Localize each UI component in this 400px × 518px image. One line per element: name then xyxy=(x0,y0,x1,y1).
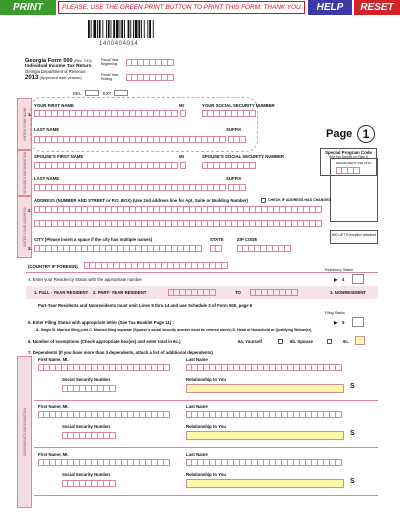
to-label: TO xyxy=(235,290,241,295)
dept-use-box xyxy=(330,158,378,222)
residency-opt-full: 1. FULL - YEAR RESIDENT xyxy=(34,290,89,295)
fiscal-end-label: Fiscal Year Ending xyxy=(101,73,119,82)
char-box[interactable] xyxy=(220,136,226,143)
residency-line: 4. Enter your Residency Status with the appropriate number xyxy=(28,277,142,282)
barcode-bar xyxy=(99,20,101,38)
residency-status-number: 4 xyxy=(342,277,345,282)
residency-status-input[interactable] xyxy=(352,274,364,284)
first-name-label: YOUR FIRST NAME xyxy=(34,103,74,108)
last-name-label: LAST NAME xyxy=(34,127,60,132)
char-box[interactable] xyxy=(222,262,228,269)
city-input[interactable] xyxy=(34,245,202,252)
char-box[interactable] xyxy=(164,411,170,418)
residency-note: Part-Year Residents and Nonresidents must omit Lines 9 thru 14 and use Schedule 3 of Form 500, page 6 xyxy=(38,303,253,308)
dependent-ssn-label: Social Security Number xyxy=(62,377,111,382)
dependent-s-label: S xyxy=(350,430,355,437)
barcode-bar xyxy=(128,20,130,38)
country-label: (COUNTRY IF FOREIGN) xyxy=(28,264,78,269)
address-line2-input[interactable] xyxy=(34,220,322,227)
barcode xyxy=(88,20,158,38)
dependent-divider xyxy=(34,447,378,448)
dependent-ssn-label: Social Security Number xyxy=(62,424,111,429)
residency-status-label: Residency Status xyxy=(325,268,353,272)
dependents-line: 7. Dependents (If you have more than 3 dependents, attach a list of additional dependents) xyxy=(28,350,213,355)
barcode-bar xyxy=(91,20,92,38)
char-box[interactable] xyxy=(292,289,298,296)
barcode-bar xyxy=(102,20,103,38)
barcode-bar xyxy=(120,20,121,38)
uet-exemption-box xyxy=(330,230,378,244)
dependent-first-input[interactable] xyxy=(38,364,170,371)
special-program-subtitle: See Tax Booklet on Page 8 xyxy=(329,155,368,159)
spouse-mi-label: MI xyxy=(179,154,184,159)
dependent-first-label: First Name, MI. xyxy=(38,452,69,457)
spouse-first-input[interactable] xyxy=(34,162,178,169)
residency-status-arrow: ▶ xyxy=(334,277,338,282)
dependent-relationship-label: Relationship to You xyxy=(186,377,226,382)
ext-label: EXT xyxy=(103,91,112,96)
residency-opt-non: 3. NONRESIDENT xyxy=(330,290,367,295)
exemption-a-checkbox[interactable] xyxy=(278,339,283,344)
barcode-bar xyxy=(153,20,154,38)
barcode-bar xyxy=(88,20,90,38)
dept-use-label: DEPARTMENT USE ONLY xyxy=(335,161,373,165)
barcode-bar xyxy=(141,20,142,38)
dependent-last-input[interactable] xyxy=(186,459,342,466)
filing-line: 5. Enter Filing Status with appropriate letter (See Tax Booklet Page 11) : xyxy=(28,320,174,325)
dependent-s-label: S xyxy=(350,478,355,485)
spouse-ssn-input[interactable] xyxy=(202,162,256,169)
city-label: CITY (Please insert a space if the city has multiple names) xyxy=(34,237,153,242)
address-change-checkbox[interactable] xyxy=(261,198,266,203)
dependent-relationship-label: Relationship to You xyxy=(186,424,226,429)
page-indicator xyxy=(326,128,352,140)
char-box[interactable] xyxy=(316,206,322,213)
sidebar-spouse-text: SPOUSE'S INFORMATION xyxy=(22,152,27,194)
tax-year: 2013 xyxy=(25,75,39,82)
char-box[interactable] xyxy=(336,364,342,371)
ssn-input[interactable] xyxy=(202,110,256,117)
page-label: Page xyxy=(326,128,353,140)
spouse-ssn-label: SPOUSE'S SOCIAL SECURITY NUMBER xyxy=(202,154,285,159)
dependent-last-label: Last Name xyxy=(186,452,208,457)
barcode-bar xyxy=(130,20,131,38)
dependent-first-label: First Name, MI. xyxy=(38,404,69,409)
filing-status-input[interactable] xyxy=(352,317,364,327)
barcode-bar xyxy=(116,20,119,38)
form-title: Individual Income Tax Return xyxy=(25,64,92,69)
char-box[interactable] xyxy=(164,459,170,466)
sidebar-dependents xyxy=(17,356,32,508)
char-box[interactable] xyxy=(220,184,226,191)
uet-exemption-label: 500 UET Exemption Attached xyxy=(331,233,377,237)
spouse-last-label: LAST NAME xyxy=(34,176,60,181)
char-box[interactable] xyxy=(110,385,116,392)
line-number-3: 3. xyxy=(28,246,32,251)
dependent-relationship-label: Relationship to You xyxy=(186,472,226,477)
dependent-first-label: First Name, MI. xyxy=(38,357,69,362)
dept-name: Georgia Department of Revenue xyxy=(25,69,86,75)
char-box[interactable] xyxy=(250,162,256,169)
spouse-suffix-label: SUFFIX xyxy=(226,176,242,181)
barcode-bar xyxy=(135,20,138,38)
char-box[interactable] xyxy=(110,480,116,487)
barcode-bar xyxy=(138,20,140,38)
char-box[interactable] xyxy=(250,110,256,117)
char-box[interactable] xyxy=(110,432,116,439)
barcode-bar xyxy=(133,20,134,38)
barcode-bar xyxy=(149,20,151,38)
special-program-title: Special Program Code xyxy=(325,150,372,155)
dependent-divider xyxy=(34,495,378,496)
top-toolbar xyxy=(0,0,400,16)
dependent-ssn-input[interactable] xyxy=(62,432,116,439)
filing-status-label: Filing Status xyxy=(325,311,345,315)
fiscal-begin-boxes[interactable] xyxy=(126,59,174,66)
dependent-last-input[interactable] xyxy=(186,364,342,371)
barcode-bar xyxy=(111,20,112,38)
address-line1-input[interactable] xyxy=(34,206,322,213)
state-label: STATE xyxy=(210,237,224,242)
barcode-number: 1400404014 xyxy=(99,41,139,47)
year-note: (Approved web version) xyxy=(39,75,82,81)
spouse-suffix-input[interactable] xyxy=(228,184,246,191)
barcode-bar xyxy=(113,20,115,38)
char-box[interactable] xyxy=(336,459,342,466)
zip-label: ZIP CODE xyxy=(237,237,258,242)
spouse-first-label: SPOUSE'S FIRST NAME xyxy=(34,154,84,159)
spouse-last-input[interactable] xyxy=(34,184,226,191)
dependent-last-input[interactable] xyxy=(186,411,342,418)
residency-opt-part: 2. PART- YEAR RESIDENT xyxy=(93,290,147,295)
line-number-2: 2. xyxy=(28,208,32,213)
dependent-s-label: S xyxy=(350,383,355,390)
line-number-1: 1. xyxy=(28,112,32,117)
fiscal-begin-label: Fiscal Year Beginning xyxy=(101,58,119,67)
print-button[interactable]: PRINT xyxy=(0,0,56,15)
dependent-last-label: Last Name xyxy=(186,404,208,409)
barcode-bar xyxy=(121,20,123,38)
dependent-ssn-input[interactable] xyxy=(62,385,116,392)
suffix-input[interactable] xyxy=(228,136,246,143)
del-label: DEL xyxy=(73,91,82,96)
barcode-bar xyxy=(106,20,107,38)
dependent-relationship-input[interactable] xyxy=(186,431,344,440)
exemptions-line: 6. Number of exemptions (Check appropriate box(es) and enter total in 6c.) xyxy=(28,339,181,344)
char-box[interactable] xyxy=(172,110,178,117)
help-button[interactable]: HELP xyxy=(308,0,352,15)
exemption-b-label: 6b. Spouse xyxy=(290,339,313,344)
spouse-mi-input[interactable] xyxy=(180,162,186,169)
suffix-label: SUFFIX xyxy=(226,127,242,132)
sidebar-spouse xyxy=(17,150,32,196)
barcode-bar xyxy=(124,20,125,38)
filing-status-arrow: ▶ xyxy=(334,320,338,325)
sidebar-dependents-text: DEPENDENTS INFORMATION xyxy=(22,408,27,456)
sidebar-name-text: ENTER YOUR NAME xyxy=(22,107,27,141)
barcode-bar xyxy=(97,20,98,38)
dependent-ssn-input[interactable] xyxy=(62,480,116,487)
mi-label: MI xyxy=(179,103,184,108)
page-number: 1 xyxy=(362,127,370,141)
char-box[interactable] xyxy=(210,289,216,296)
char-box[interactable] xyxy=(196,245,202,252)
dependent-last-label: Last Name xyxy=(186,357,208,362)
part-year-to-input[interactable] xyxy=(250,289,298,296)
part-year-from-input[interactable] xyxy=(168,289,216,296)
barcode-bar xyxy=(147,20,148,38)
zip-input[interactable] xyxy=(237,245,291,252)
barcode-bar xyxy=(144,20,145,38)
dependent-relationship-input[interactable] xyxy=(186,384,344,393)
state-input[interactable] xyxy=(210,245,222,252)
exemption-b-checkbox[interactable] xyxy=(327,339,332,344)
country-input[interactable] xyxy=(84,262,228,269)
del-box[interactable] xyxy=(85,90,99,96)
dependent-divider xyxy=(34,400,378,401)
fiscal-end-boxes[interactable] xyxy=(126,74,174,81)
filing-options: A. Single B. Married filing joint C. Married filing separate (Spouse's social security number must be entered above) D. Head of Household or Qualifying Widow(er) xyxy=(36,328,312,332)
exemption-c-label: 6c. xyxy=(343,339,349,344)
filing-status-number: 5 xyxy=(342,320,345,325)
ext-box[interactable] xyxy=(114,90,128,96)
char-box[interactable] xyxy=(316,220,322,227)
char-box[interactable] xyxy=(336,411,342,418)
dependent-first-input[interactable] xyxy=(38,411,170,418)
reset-button[interactable]: RESET xyxy=(354,0,400,15)
sidebar-address-text: ENTER YOUR ADDRESS xyxy=(22,207,27,247)
exemption-total-input[interactable] xyxy=(355,336,365,345)
barcode-bar xyxy=(108,20,110,38)
dependent-first-input[interactable] xyxy=(38,459,170,466)
char-box[interactable] xyxy=(285,245,291,252)
last-name-input[interactable] xyxy=(34,136,226,143)
print-notice: PLEASE, USE THE GREEN PRINT BUTTON TO PRINT THIS FORM. THANK YOU. xyxy=(58,1,305,14)
form-rev: (Rev. 7/13) xyxy=(74,59,92,63)
address-change-label: CHECK IF ADDRESS HAS CHANGED xyxy=(268,198,332,202)
first-name-input[interactable] xyxy=(34,110,178,117)
dependent-ssn-label: Social Security Number xyxy=(62,472,111,477)
char-box[interactable] xyxy=(164,364,170,371)
exemption-a-label: 6a. Yourself xyxy=(238,339,262,344)
barcode-bar xyxy=(93,20,96,38)
address-label: ADDRESS (NUMBER AND STREET or P.O. BOX) (Use 2nd address line for Apt, Suite or Building Number) xyxy=(34,198,248,203)
ssn-label: YOUR SOCIAL SECURITY NUMBER xyxy=(202,103,275,108)
dependent-relationship-input[interactable] xyxy=(186,479,344,488)
page-number-circle xyxy=(357,125,375,143)
form-line: Georgia Form 500 xyxy=(25,58,73,64)
form-header xyxy=(25,58,92,82)
char-box[interactable] xyxy=(172,162,178,169)
mi-input[interactable] xyxy=(180,110,186,117)
